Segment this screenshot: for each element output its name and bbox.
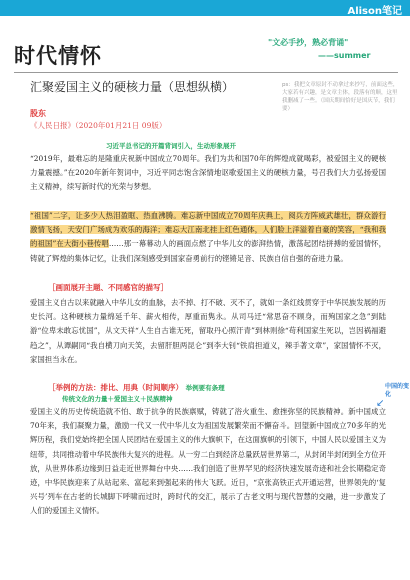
article-source: 《人民日报》（2020年01月21日 09版） (30, 121, 167, 130)
annotation-example-green: 举例要有条理 (185, 384, 225, 392)
paragraph-2-text-c: ……那一幕幕动人的画面点燃了中华儿女的澎湃热情，激荡起团结拼搏的爱国情怀，铸就了辉煌的集体记忆，让我们深刻感受到国家奋勇前行的铿锵足音、民族自信自强的奋进力量。 (30, 239, 387, 263)
side-note: ps：我把文章原封不动拿过来抄写，前面这些，大家若有兴趣，是文章主体，段落有的顺，这里我删减了一些。（国庆期间恰好是国庆节，我们要） (282, 82, 399, 112)
paragraph-1 (30, 152, 386, 195)
annotation-culture: 传统文化的力量＋爱国主义＋民族精神 (62, 395, 173, 403)
paragraph-4 (30, 405, 386, 519)
annotation-scene: ［画面展开主题、不同感官的描写］ (48, 283, 168, 292)
annotation-opening: 习近平总书记的开篇背词引入，生动形象展开 (106, 142, 236, 150)
motto-author: ——summer (318, 51, 371, 60)
divider (14, 72, 398, 73)
arrow-icon: ↙ (376, 398, 385, 409)
motto (268, 36, 371, 62)
annotation-example (48, 382, 225, 393)
side-annotation: 中国的变化 (385, 383, 410, 398)
top-bar (0, 0, 410, 16)
paragraph-2-highlight-b: 难忘大江南北挂上红色通体，人们脸上洋溢着自豪的笑容，“我和我的祖国”在大街小巷传唱 (30, 225, 386, 249)
annotation-example-red: ［举例的方法：排比、用典（时间顺序） (48, 383, 183, 392)
motto-line: "文必手抄，熟必背诵" (268, 38, 349, 47)
article-subtitle: 汇聚爱国主义的硬核力量（思想纵横） (30, 80, 235, 94)
paragraph-2-highlight-a: “祖国”二字，让多少人热泪盈眶、热血沸腾。难忘新中国成立70周年庆典上，阅兵方阵威武雄壮，群众游行激情飞扬，天安门广场成为欢乐的海洋； (30, 211, 386, 235)
paragraph-4-text: 爱国主义的历史传统造就不怕、敢于抗争的民族禀赋，铸就了浴火重生、愈挫弥坚的民族精神。新中国成立70年来，我们凝聚力量，激励一代又一代中华儿女为祖国发展繁荣而不懈奋斗。回望新中国成立70多年的光辉历程，我们党始终把全国人民团结在爱国主义的伟大旗帜下，在这面旗帜的引领下，中国人民以爱国主义为纽带，共同推动着中华民族伟大复兴的进程。从一穷二白到经济总量跃居世界第二，从封闭半封闭到全方位开放，从世界体系边缘到日益走近世界舞台中央……我们创造了世界罕见的经济快速发展奇迹和社会长期稳定奇迹，中华民族迎来了从站起来、富起来到强起来的伟大飞跃。近日，“京张高铁正式开通运营，世界领先的‘复兴号’列车在古老的长城脚下呼啸而过时，跨时代的交汇，展示了古老文明与现代智慧的交融，进一步激发了人们的爱国主义情怀。 (30, 407, 386, 516)
paragraph-3-text: 爱国主义自古以来就融入中华儿女的血脉，去不掉、打不破、灭不了，就如一条红线贯穿于中华民族发展的历史长河。这种硬核力量绵延千年、薪火相传，厚重而隽永。从司马迁“常思奋不顾身，而殉国家之急”到陆游“位卑未敢忘忧国”，从文天祥“人生自古谁无死，留取丹心照汗青”到林则徐“苟利国家生死以，岂因祸福避趋之”，从谭嗣同“我自横刀向天笑，去留肝胆两昆仑”到李大钊“铁肩担道义，辣手著文章”，家国情怀不灭，家国担当永在。 (30, 298, 386, 364)
section-label: 股东 (30, 108, 46, 118)
page-title: 时代情怀 (14, 44, 102, 68)
brand-label: Alison笔记 (347, 6, 402, 17)
paragraph-1-text: “2019年，最难忘的是隆重庆祝新中国成立70周年。我们为共和国70年的辉煌成就喝彩，被爱国主义的硬核力量震撼。”在2020年新年贺词中，习近平同志饱含深情地讴歌爱国主义的硬核力量，号召我们大力弘扬爱国主义精神，续写新时代的光荣与梦想。 (30, 154, 386, 192)
paragraph-2 (30, 209, 386, 266)
paragraph-3 (30, 296, 386, 367)
